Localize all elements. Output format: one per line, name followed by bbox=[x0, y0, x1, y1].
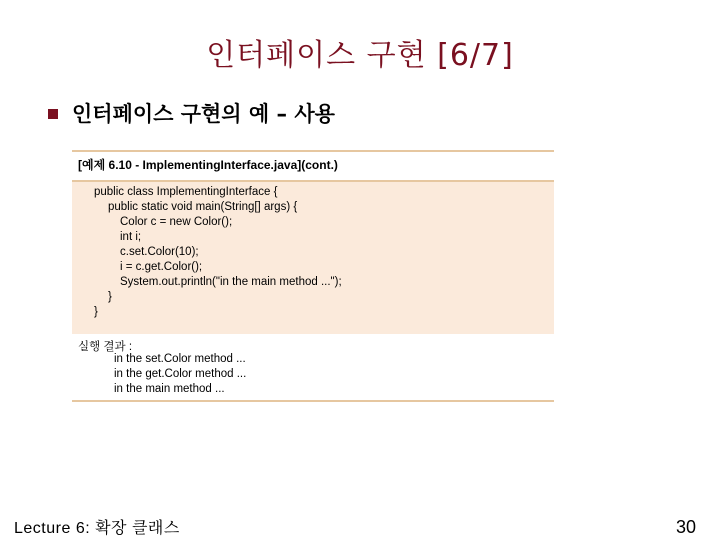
code-block bbox=[72, 180, 554, 334]
code-line: System.out.println("in the main method ..."); bbox=[120, 276, 342, 288]
code-line: Color c = new Color(); bbox=[120, 216, 233, 228]
code-line: int i; bbox=[120, 231, 142, 243]
code-line: c.set.Color(10); bbox=[120, 246, 199, 258]
code-line: i = c.get.Color(); bbox=[120, 261, 203, 273]
slide-subtitle: 인터페이스 구현의 예 – 사용 bbox=[72, 102, 335, 126]
example-header: [예제 6.10 - ImplementingInterface.java](cont.) bbox=[78, 158, 338, 172]
slide-title: 인터페이스 구현 [6/7] bbox=[206, 38, 514, 73]
bullet-square-icon bbox=[48, 109, 58, 119]
result-line: in the main method ... bbox=[114, 383, 225, 395]
code-line: public class ImplementingInterface { bbox=[94, 186, 278, 198]
result-line: in the set.Color method ... bbox=[114, 353, 246, 365]
page-number: 30 bbox=[675, 517, 696, 537]
footer-lecture-title: Lecture 6: 확장 클래스 bbox=[14, 520, 180, 537]
code-line: } bbox=[94, 306, 98, 318]
code-line: } bbox=[108, 291, 112, 303]
example-box bbox=[72, 150, 554, 402]
result-label: 실행 결과 : bbox=[78, 341, 133, 353]
code-line: public static void main(String[] args) { bbox=[108, 201, 298, 213]
result-line: in the get.Color method ... bbox=[114, 368, 247, 380]
